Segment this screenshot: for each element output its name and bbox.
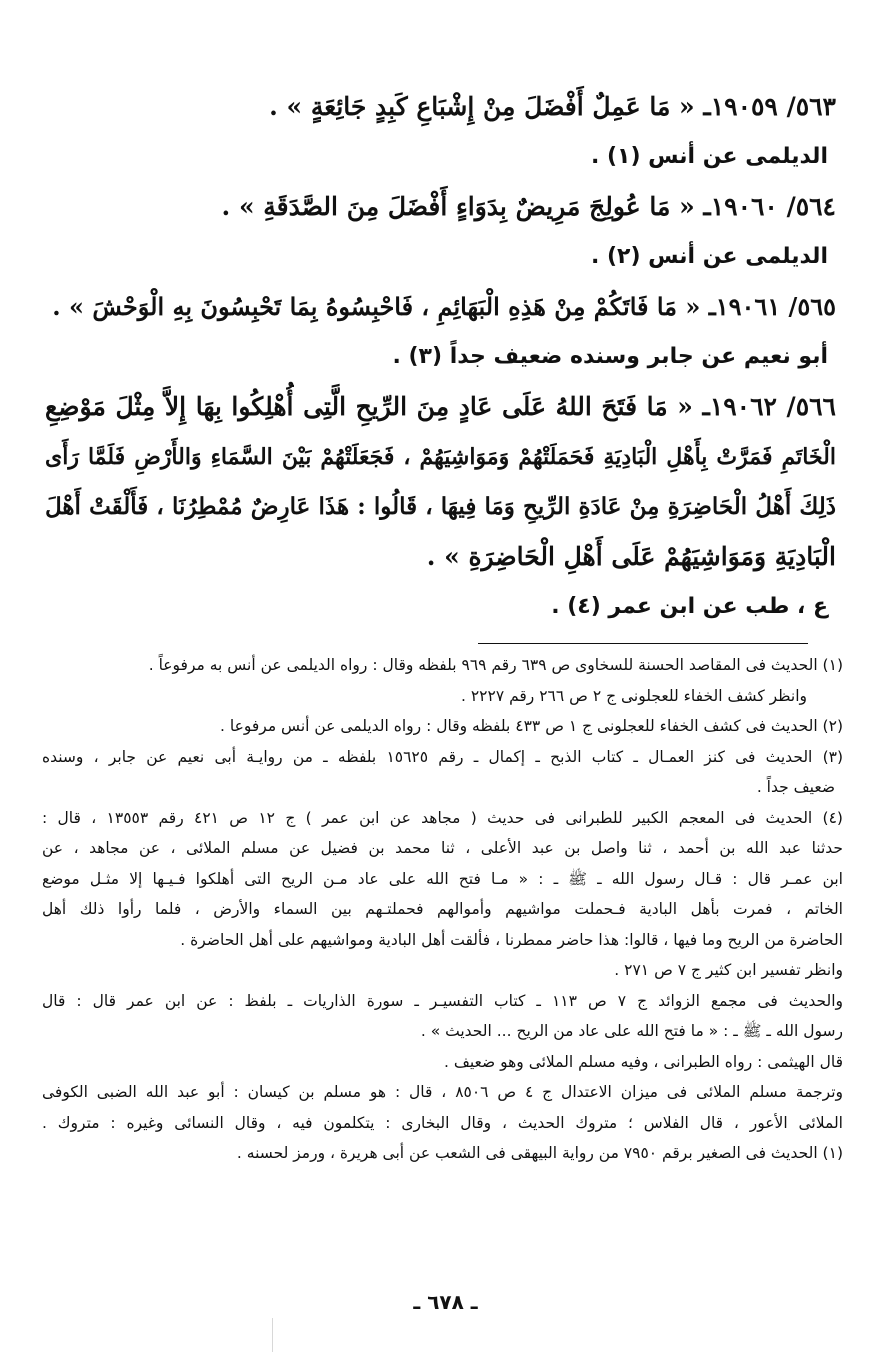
footnote-4-line-1: (٤) الحديث فى المعجم الكبير للطبرانى فى حديث ( مجاهد عن ابن عمر ) ج ١٢ ص ٤٢١ رقم ١٣٥٥٣ ، قال : xyxy=(42,808,843,827)
footnote-4-line-4: الخاتم ، فمرت بأهل البادية فـحملت مواشيهم وأموالهم فحملتـهم بين السماء والأرض ، فلما رأوا ذلك أهل xyxy=(42,900,843,918)
hadith-566-line-3: ذَلِكَ أَهْلُ الْحَاضِرَةِ مِنْ عَادَةِ الرِّيحِ وَمَا فِيهَا ، قَالُوا : هَذَا عَارِضٌ مُمْطِرُنَا ، فَأَلْقَتْ أَهْلَ xyxy=(45,493,836,520)
footnote-4-line-10: وترجمة مسلم الملائى فى ميزان الاعتدال ج ٤ ص ٨٥٠٦ ، قال : هو مسلم بن كيسان : أبو عبد الله الضبى الكوفى xyxy=(42,1083,843,1101)
footnote-4-line-5: الحاضرة من الريح وما فيها ، قالوا: هذا حاضر ممطرنا ، فألقت أهل البادية ومواشيهم على أهل الحاضرة . xyxy=(180,930,843,949)
footnote-4-line-3: ابن عمـر قال : قـال رسول الله ـ ﷺ ـ : « مـا فتح الله على عاد مـن الريح التى أهلكوا فـيـها إلا مثـل موضع xyxy=(42,869,843,888)
footnote-4-line-2: حدثنا عبد الله بن أحمد ، ثنا واصل بن عبد الأعلى ، ثنا محمد بن فضيل عن مسلم الملائى ، عن مجاهد ، عن xyxy=(42,839,843,857)
footnote-4-line-11: الملائى الأعور ، قال الفلاس ؛ متروك الحديث ، وقال البخارى : يتكلمون فيه ، وقال النسائى وغيره : متروك . xyxy=(42,1113,843,1132)
hadith-565-narrator: أبو نعيم عن جابر وسنده ضعيف جداً (٣) . xyxy=(392,344,828,369)
hadith-566-line-2: الْخَاتَمِ فَمَرَّتْ بِأَهْلِ الْبَادِيَةِ فَحَمَلَتْهُمْ وَمَوَاشِيَهُمْ ، فَجَعَلَتْهُمْ بَيْنَ السَّمَاءِ وَالأَرْضِ فَلَمَّا رَأَى xyxy=(45,444,836,470)
footnote-4-line-8: رسول الله ـ ﷺ ـ : « ما فتح الله على عاد من الريح ... الحديث » . xyxy=(420,1022,843,1040)
footnote-4-line-6: وانظر تفسير ابن كثير ج ٧ ص ٢٧١ . xyxy=(614,961,843,979)
hadith-566-line-4: الْبَادِيَةِ وَمَوَاشِيَهُمْ عَلَى أَهْلِ الْحَاضِرَةِ » . xyxy=(426,542,836,571)
footnote-separator xyxy=(478,643,808,644)
hadith-563-narrator: الديلمى عن أنس (١) . xyxy=(590,144,828,169)
hadith-text-block xyxy=(45,82,836,632)
hadith-563-line: ٥٦٣/ ١٩٠٥٩ـ « مَا عَمِلٌ أَفْضَلَ مِنْ إِشْبَاعِ كَبِدٍ جَائِعَةٍ » . xyxy=(269,92,836,121)
footnote-3-line-2: ضعيف جداً . xyxy=(756,778,835,796)
hadith-566-narrator: ع ، طب عن ابن عمر (٤) . xyxy=(551,594,828,619)
hadith-564-narrator: الديلمى عن أنس (٢) . xyxy=(590,244,828,269)
footnote-1-line-2: وانظر كشف الخفاء للعجلونى ج ٢ ص ٢٦٦ رقم ٢٢٢٧ . xyxy=(460,686,807,705)
footnote-4-line-9: قال الهيثمى : رواه الطبرانى ، وفيه مسلم الملائى وهو ضعيف . xyxy=(443,1052,843,1071)
footnote-1-line-1: (١) الحديث فى المقاصد الحسنة للسخاوى ص ٦٣٩ رقم ٩٦٩ بلفظه وقال : رواه الديلمى عن أنس به مرفوعاً . xyxy=(148,656,843,674)
hadith-564-line: ٥٦٤/ ١٩٠٦٠ـ « مَا عُولِجَ مَرِيضٌ بِدَوَاءٍ أَفْضَلَ مِنَ الصَّدَقَةِ » . xyxy=(221,192,836,221)
footnote-3-line-1: (٣) الحديث فى كنز العمـال ـ كتاب الذبح ـ إكمال ـ رقم ١٥٦٢٥ بلفظه ـ من روايـة أبى نعيم عن جابر ، وسنده xyxy=(42,747,844,766)
page-number: ـ ٦٧٨ ـ xyxy=(413,1290,478,1314)
hadith-566-line-1: ٥٦٦/ ١٩٠٦٢ـ « مَا فَتَحَ اللهُ عَلَى عَادٍ مِنَ الرِّيحِ الَّتِى أُهْلِكُوا بِهَا إِلاَّ مِثْلَ مَوْضِعِ xyxy=(45,392,836,421)
footnote-2-line-1: (٢) الحديث فى كشف الخفاء للعجلونى ج ١ ص ٤٣٣ بلفظه وقال : رواه الديلمى عن أنس مرفوعا . xyxy=(220,717,843,735)
footnote-extra-line: (١) الحديث فى الصغير برقم ٧٩٥٠ من رواية البيهقى فى الشعب عن أبى هريرة ، ورمز لحسنه . xyxy=(236,1144,843,1162)
hadith-565-line: ٥٦٥/ ١٩٠٦١ـ « مَا فَاتَكُمْ مِنْ هَذِهِ الْبَهَائِمِ ، فَاحْبِسُوهُ بِمَا تَحْبِسُونَ بِهِ الْوَحْشَ » . xyxy=(52,292,836,321)
footnotes-block xyxy=(42,650,843,1169)
binding-crease-mark xyxy=(272,1318,273,1352)
footnote-4-line-7: والحديث فى مجمع الزوائد ج ٧ ص ١١٣ ـ كتاب التفسيـر ـ سورة الذاريات ـ بلفظ : عن ابن عمر قال : قال xyxy=(42,991,843,1010)
